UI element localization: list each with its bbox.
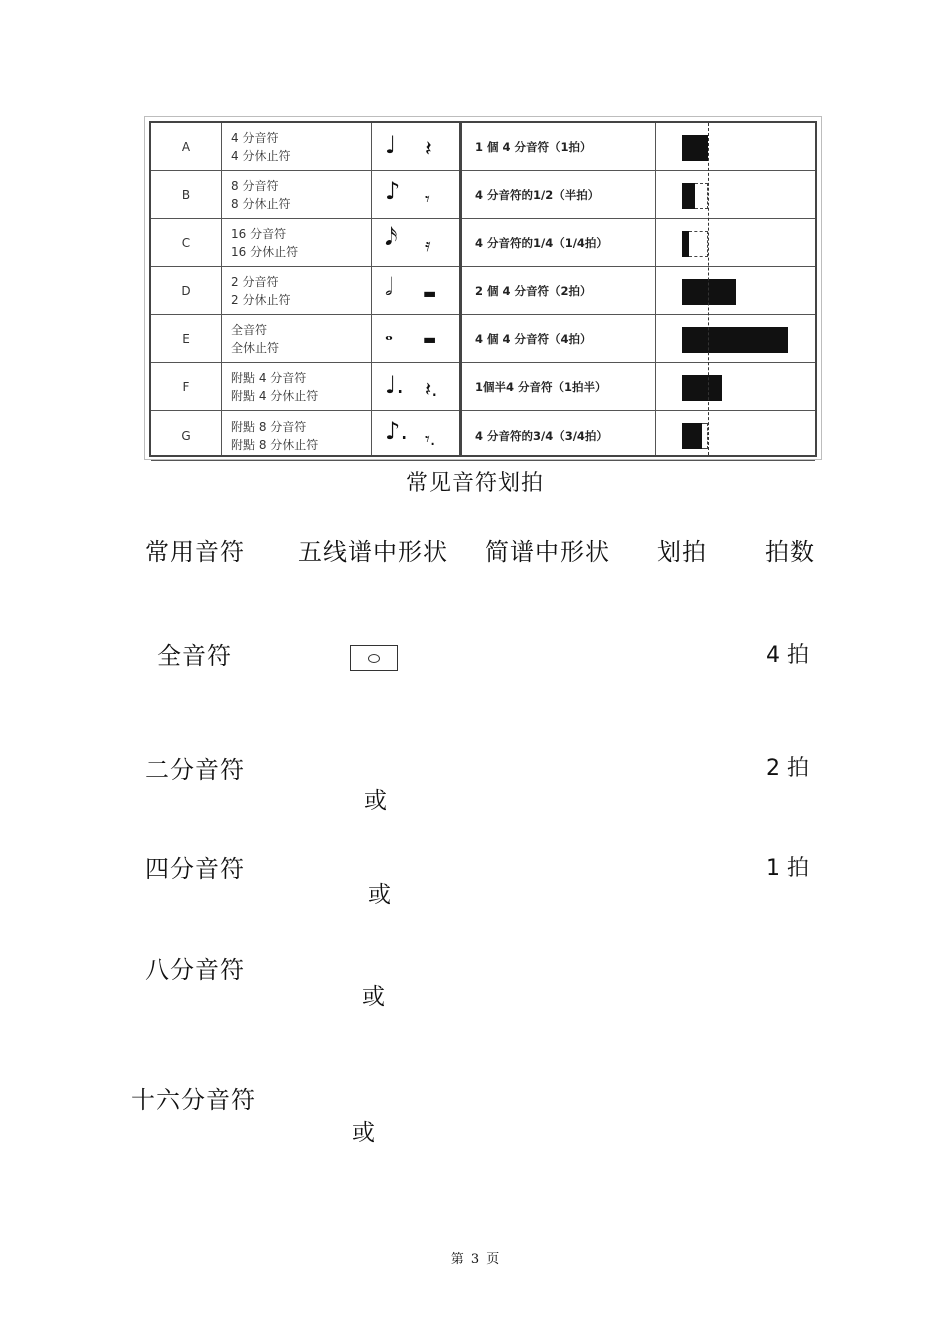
or-sixteenth-note: 或 [352,1120,375,1146]
label-eighth-note: 八分音符 [145,956,245,984]
beat-bar-fill [682,135,708,161]
header-beat-marking: 划拍 [657,538,707,566]
dotted-quarter-rest-icon: 𝄽. [425,377,438,401]
or-eighth-note: 或 [362,984,385,1010]
row-letter: B [181,187,191,202]
beat-bar [656,411,822,460]
table-row [151,315,815,363]
beat-bar [656,315,822,362]
rest-name: 16 分休止符 [231,244,299,259]
label-quarter-note: 四分音符 [145,855,245,883]
rest-name: 2 分休止符 [231,292,291,307]
or-half-note: 或 [364,788,387,814]
glyph-cell [373,171,459,218]
beats-quarter-note: 1 拍 [766,856,809,881]
row-names [223,315,371,362]
sixteenth-note-icon: 𝅘𝅥𝅯 [385,223,398,251]
label-half-note: 二分音符 [145,756,245,784]
quarter-note-icon: ♩ [385,131,397,159]
header-beat-count: 拍数 [765,538,815,566]
beat-bar [656,123,822,170]
half-rest-icon: ▬ [423,286,437,302]
label-sixteenth-note: 十六分音符 [131,1086,256,1114]
column-divider [221,123,222,455]
row-names [223,123,371,170]
page-number: 第 3 页 [450,1252,500,1267]
note-name: 附點 4 分音符 [231,370,307,385]
glyph-cell [373,363,459,410]
label-whole-note: 全音符 [157,642,232,670]
beat-bar-empty [689,231,708,257]
whole-note-icon [368,654,380,663]
header-numbered-shape: 简谱中形状 [485,538,610,566]
beat-marker-dashed-line [708,123,709,455]
beats-whole-note: 4 拍 [766,643,809,668]
note-name: 16 分音符 [231,226,287,241]
whole-note-staff-box [350,645,398,671]
beat-bar-fill [682,375,722,401]
note-reference-table-frame [149,121,817,457]
glyph-cell [373,315,459,362]
rest-name: 8 分休止符 [231,196,291,211]
beat-bar-empty [695,183,708,209]
table-caption: 常见音符划拍 [405,471,544,496]
row-letter: G [181,428,191,443]
half-note-icon: 𝅗𝅥 [385,273,393,301]
beat-bar-fill [682,231,689,257]
or-quarter-note: 或 [368,882,391,908]
beat-bar [656,363,822,410]
beat-bar-fill [682,423,702,449]
table-row [151,363,815,411]
rest-name: 附點 8 分休止符 [231,437,319,452]
row-description: 4 個 4 分音符（4拍） [475,331,592,346]
row-description: 1 個 4 分音符（1拍） [475,139,592,154]
eighth-rest-icon: 𝄾 [425,189,430,210]
dotted-eighth-note-icon: ♪. [385,417,408,445]
table-row [151,123,815,171]
column-divider [459,123,462,455]
table-row [151,411,815,461]
beat-bar [656,267,822,314]
beat-bar [656,171,822,218]
row-letter: E [182,331,190,346]
row-description: 1個半4 分音符（1拍半） [475,379,607,394]
row-names [223,363,371,410]
row-description: 2 個 4 分音符（2拍） [475,283,592,298]
header-common-notes: 常用音符 [145,538,245,566]
dotted-quarter-note-icon: ♩. [385,371,404,399]
sixteenth-rest-icon: 𝄿 [425,235,431,256]
note-name: 2 分音符 [231,274,279,289]
quarter-rest-icon: 𝄽 [425,137,432,162]
row-names [223,219,371,266]
note-name: 4 分音符 [231,130,279,145]
row-names [223,411,371,460]
row-description: 4 分音符的1/4（1/4拍） [475,235,608,250]
beats-half-note: 2 拍 [766,756,809,781]
beat-bar [656,219,822,266]
note-reference-table [144,116,822,460]
row-names [223,267,371,314]
row-names [223,171,371,218]
glyph-cell [373,267,459,314]
glyph-cell [373,411,459,460]
glyph-cell [373,219,459,266]
row-description: 4 分音符的1/2（半拍） [475,187,600,202]
beat-bar-fill [682,183,695,209]
row-description: 4 分音符的3/4（3/4拍） [475,428,608,443]
row-letter: A [181,139,191,154]
beat-bar-fill [682,279,736,305]
rest-name: 4 分休止符 [231,148,291,163]
rest-name: 全休止符 [231,340,280,355]
dotted-eighth-rest-icon: 𝄾. [425,429,436,450]
whole-note-icon: 𝅝 [385,321,393,345]
beat-bar-fill [682,327,788,353]
row-letter: C [181,235,191,250]
note-name: 全音符 [231,322,268,337]
eighth-note-icon: ♪ [385,177,401,205]
table-row [151,267,815,315]
note-name: 附點 8 分音符 [231,419,307,434]
table-row [151,171,815,219]
rest-name: 附點 4 分休止符 [231,388,319,403]
glyph-cell [373,123,459,170]
header-staff-shape: 五线谱中形状 [298,538,448,566]
row-letter: F [182,379,190,394]
table-row [151,219,815,267]
column-divider [655,123,656,455]
row-letter: D [181,283,191,298]
column-divider [371,123,372,455]
whole-rest-icon: ▬ [423,332,437,348]
note-name: 8 分音符 [231,178,279,193]
